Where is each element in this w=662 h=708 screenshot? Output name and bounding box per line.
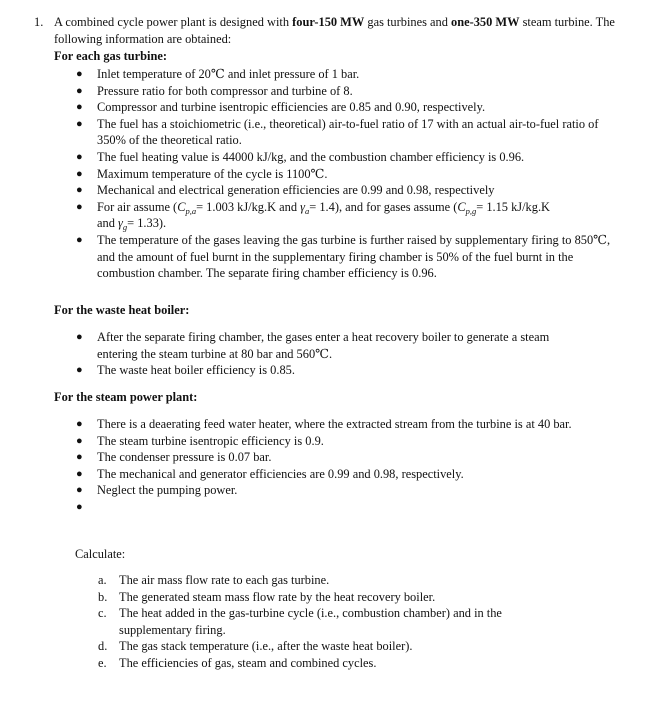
bullet-icon: ● [76,467,83,480]
intro-text-1: A combined cycle power plant is designed with [54,15,293,29]
intro-text-2: gas turbines and [364,15,451,29]
list-item: ● The fuel has a stoichiometric (i.e., theoretical) air-to-fuel ratio of 17 with an actual air-to-fuel ratio of 350% of the theoretical ratio. [76,116,599,148]
waste-heat-boiler-heading: For the waste heat boiler: [54,303,190,317]
intro-bold-gas-turbines: four-150 MW [292,15,365,29]
list-item: ● The waste heat boiler efficiency is 0.85. [76,363,295,378]
list-item-empty [76,499,617,516]
calculate-label: Calculate: [75,547,126,561]
bullet-icon: ● [76,233,83,246]
gas-turbine-list [76,66,617,282]
bullet-icon: ● [76,150,83,163]
calculate-parts-list [98,572,579,672]
bullet-icon: ● [76,484,83,497]
list-item: ● The condenser pressure is 0.07 bar. [76,450,272,465]
list-item: ● Pressure ratio for both compressor and turbine of 8. [76,83,353,98]
list-item: ● There is a deaerating feed water heater, where the extracted stream from the turbine is at 40 bar. [76,417,572,431]
list-item: ● Maximum temperature of the cycle is 1100℃. [76,166,328,181]
bullet-icon: ● [76,200,83,213]
list-item: a. The air mass flow rate to each gas turbine. [98,573,330,587]
bullet-icon: ● [76,434,83,447]
bullet-icon: ● [76,331,83,343]
list-item: ● Neglect the pumping power. [76,483,238,498]
bullet-icon: ● [76,84,83,97]
intro-bold-steam-turbine: one-350 MW [451,15,520,29]
bullet-icon: ● [76,500,83,513]
bullet-icon: ● [76,117,83,130]
steam-plant-heading: For the steam power plant: [54,390,198,404]
list-item: c. The heat added in the gas-turbine cycle (i.e., combustion chamber) and in the supplementary firing. [98,606,502,637]
waste-heat-boiler-list [76,329,617,379]
bullet-icon: ● [76,418,83,430]
intro-text-3: steam turbine. The following information are obtained: [54,15,615,46]
list-item: ● The temperature of the gases leaving the gas turbine is further raised by supplementary firing to 850℃, and the amount of fuel burnt in the supplementary firing chamber is 50% of the fuel burnt in the combustion chamber. The separate firing chamber efficiency is 0.96. [76,232,611,281]
list-item: ● Compressor and turbine isentropic efficiencies are 0.85 and 0.90, respectively. [76,100,486,115]
list-item-specific-heat: ● For air assume ($C_{p,a}= 1.003$ kJ/kg.K and $\gamma_a= 1.4$), and for gases assume ($C_{p,g}= 1.15$ kJ/kg.K and $\gamma_g= 1.33$). [76,199,550,233]
bullet-icon: ● [76,68,83,80]
bullet-icon: ● [76,451,83,464]
bullet-icon: ● [76,167,83,180]
list-item: b. The generated steam mass flow rate by the heat recovery boiler. [98,589,436,604]
bullet-icon: ● [76,364,83,377]
bullet-icon: ● [76,101,83,114]
steam-plant-list [76,416,617,516]
list-item: ● Mechanical and electrical generation efficiencies are 0.99 and 0.98, respectively [76,183,495,198]
bullet-icon: ● [76,184,83,197]
gas-turbine-heading: For each gas turbine: [54,49,167,63]
list-item: d. The gas stack temperature (i.e., after the waste heat boiler). [98,639,413,654]
list-item: ● The mechanical and generator efficiencies are 0.99 and 0.98, respectively. [76,466,464,481]
question-intro [54,14,644,47]
list-item: e. The efficiencies of gas, steam and combined cycles. [98,655,377,670]
list-item: ● The steam turbine isentropic efficiency is 0.9. [76,433,324,448]
list-item: ● The fuel heating value is 44000 kJ/kg, and the combustion chamber efficiency is 0.96. [76,149,525,164]
question-number: 1. [34,15,44,29]
list-item: ● After the separate firing chamber, the gases enter a heat recovery boiler to generate a steam entering the steam turbine at 80 bar and 560℃. [76,330,550,361]
list-item: ● Inlet temperature of 20℃ and inlet pressure of 1 bar. [76,67,360,81]
